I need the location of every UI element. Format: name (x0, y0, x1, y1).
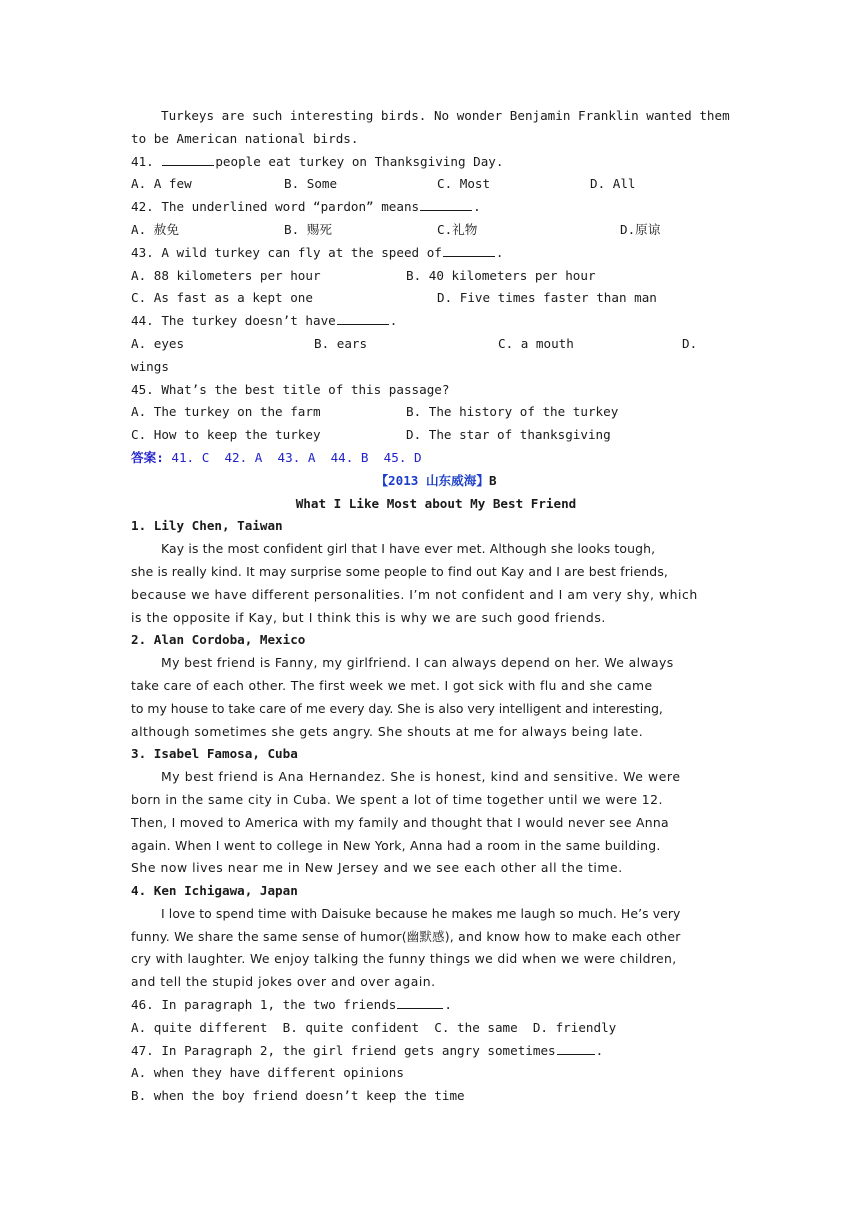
entry-line: take care of each other. The first week we met. I got sick with flu and she came (131, 677, 653, 693)
option-a: A. A few (131, 176, 192, 192)
question-punct: . (473, 199, 481, 215)
entry-heading: 1. Lily Chen, Taiwan (131, 518, 283, 534)
option-c: C.礼物 (437, 221, 478, 237)
entry-heading: 3. Isabel Famosa, Cuba (131, 746, 298, 762)
question-45 (131, 379, 741, 402)
answer-blank (557, 1040, 595, 1055)
question-42 (131, 196, 741, 219)
option-b: B. Some (284, 176, 338, 192)
question-number: 43. (131, 244, 154, 260)
question-43 (131, 242, 741, 265)
options-42 (131, 219, 741, 242)
question-punct: . (495, 244, 504, 260)
entry-line: She now lives near me in New Jersey and we see each other all the time. (131, 860, 623, 876)
document-page (131, 105, 741, 1108)
option-d: D. The star of thanksgiving (406, 427, 611, 443)
entry-line: again. When I went to college in New York, Anna had a room in the same building. (131, 837, 661, 853)
question-stem: In paragraph 1, the two friends (161, 997, 397, 1013)
option-c: C. How to keep the turkey (131, 427, 321, 443)
passage-line: Turkeys are such interesting birds. No wonder Benjamin Franklin wanted them (161, 108, 730, 123)
question-number: 42. (131, 199, 154, 215)
option-c: C. Most (437, 176, 491, 192)
entry-line: Kay is the most confident girl that I have ever met. Although she looks tough, (161, 541, 656, 557)
option-d: D. All (590, 176, 636, 192)
option-b: B. The history of the turkey (406, 404, 619, 420)
question-44 (131, 310, 741, 333)
question-number: 47. (131, 1042, 154, 1058)
question-number: 44. (131, 313, 154, 329)
passage-title: What I Like Most about My Best Friend (295, 495, 577, 511)
question-stem: people eat turkey on Thanksgiving Day. (215, 153, 504, 169)
section-source: 【2013 山东威海】 (375, 472, 489, 488)
answer-blank (337, 310, 389, 325)
option-b: B. 赐死 (284, 221, 332, 237)
entry-line: My best friend is Fanny, my girlfriend. I can always depend on her. We always (161, 655, 674, 671)
entry-line: cry with laughter. We enjoy talking the funny things we did when we were children, (131, 951, 677, 967)
option-d: D.原谅 (620, 221, 661, 237)
option-a: A. The turkey on the farm (131, 404, 321, 420)
options-44 (131, 333, 741, 356)
option-d: D. (682, 335, 698, 351)
entry-line: although sometimes she gets angry. She shouts at me for always being late. (131, 723, 644, 739)
question-number: 41. (131, 153, 154, 169)
option-a: A. 88 kilometers per hour (131, 267, 321, 283)
entry-line: to my house to take care of me every day. She is also very intelligent and interesting, (131, 700, 663, 716)
answer-blank (420, 196, 472, 211)
section-b-header (131, 470, 741, 493)
option-b: B. ears (314, 335, 368, 351)
question-number: 46. (131, 997, 154, 1013)
entry-line: and tell the stupid jokes over and over again. (131, 974, 436, 990)
option-a: A. 赦免 (131, 221, 179, 237)
section-part: B (488, 472, 497, 488)
question-punct: . (444, 997, 452, 1013)
options-41 (131, 173, 741, 196)
passage-line: to be American national birds. (131, 130, 359, 146)
question-punct: . (595, 1042, 604, 1058)
answer-blank (443, 242, 495, 257)
question-stem: A wild turkey can fly at the speed of (161, 244, 442, 260)
options-45-row2 (131, 424, 741, 447)
option-d-wrap: wings (131, 358, 169, 374)
entry-line: born in the same city in Cuba. We spent a lot of time together until we were 12. (131, 791, 663, 807)
entry-line: My best friend is Ana Hernandez. She is honest, kind and sensitive. We were (161, 769, 681, 785)
entry-line: Then, I moved to America with my family and thought that I would never see Anna (131, 814, 669, 830)
answer-blank (162, 151, 214, 166)
options-46: A. quite different B. quite confident C. the same D. friendly (131, 1019, 617, 1035)
option-d: D. Five times faster than man (437, 290, 657, 306)
answer-text: 41. C 42. A 43. A 44. B 45. D (171, 449, 422, 465)
options-43-row2 (131, 287, 741, 310)
option-a: A. eyes (131, 335, 185, 351)
option-c: C. As fast as a kept one (131, 290, 313, 306)
question-stem: The turkey doesn’t have (161, 313, 336, 329)
answer-label: 答案: (131, 449, 164, 465)
entry-heading: 4. Ken Ichigawa, Japan (131, 883, 298, 899)
question-stem: The underlined word “pardon” means (161, 199, 420, 215)
entry-line: I love to spend time with Daisuke because he makes me laugh so much. He’s very (161, 905, 681, 921)
option-c: C. a mouth (498, 335, 574, 351)
answer-key (131, 447, 741, 470)
entry-line: she is really kind. It may surprise some people to find out Kay and I are best friends, (131, 563, 669, 579)
options-45-row1 (131, 401, 741, 424)
question-punct: . (389, 313, 398, 329)
question-stem: What’s the best title of this passage? (161, 381, 450, 397)
option-b: B. 40 kilometers per hour (406, 267, 596, 283)
entry-line: funny. We share the same sense of humor(幽默感), and know how to make each other (131, 928, 681, 944)
entry-line: is the opposite if Kay, but I think this is why we are such good friends. (131, 609, 606, 625)
answer-blank (397, 994, 443, 1009)
question-number: 45. (131, 381, 154, 397)
question-41 (131, 151, 741, 174)
question-stem: In Paragraph 2, the girl friend gets angry sometimes (161, 1042, 556, 1058)
options-43-row1 (131, 265, 741, 288)
question-46 (131, 994, 741, 1017)
option-b: B. when the boy friend doesn’t keep the time (131, 1088, 465, 1104)
option-a: A. when they have different opinions (131, 1065, 404, 1081)
entry-heading: 2. Alan Cordoba, Mexico (131, 632, 306, 648)
question-47 (131, 1040, 741, 1063)
entry-line: because we have different personalities. I’m not confident and I am very shy, which (131, 586, 698, 602)
